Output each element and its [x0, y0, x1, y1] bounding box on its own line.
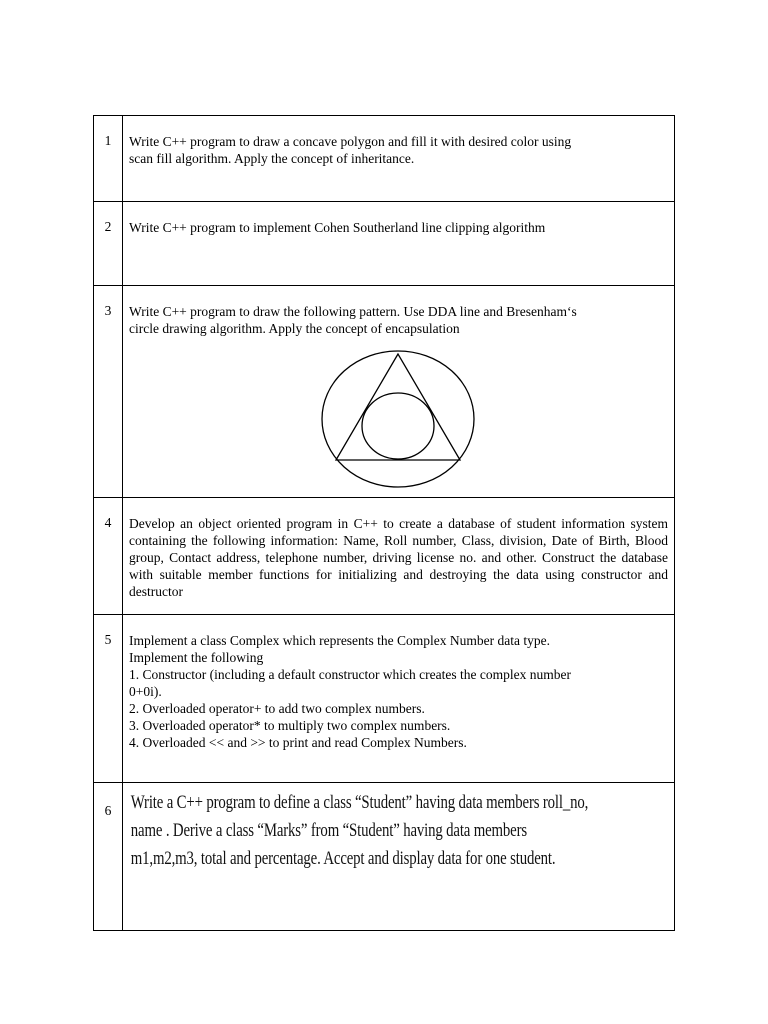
circle-triangle-pattern: [123, 341, 675, 489]
table-row: [94, 498, 675, 615]
row-number: 5: [104, 632, 112, 647]
table-row: [94, 202, 675, 286]
triangle: [336, 354, 460, 460]
text-line: 3. Overloaded operator* to multiply two complex numbers.: [129, 718, 451, 733]
text-line: 4. Overloaded << and >> to print and read Complex Numbers.: [129, 735, 467, 750]
row-number: 4: [104, 515, 112, 530]
row-description-cell: [123, 116, 675, 202]
row-description-cell: [123, 286, 675, 498]
row-description-cell: [123, 783, 675, 931]
text-line: Write C++ program to implement Cohen Southerland line clipping algorithm: [129, 220, 546, 235]
row-description: [123, 116, 674, 167]
table-row: [94, 286, 675, 498]
outer-circle: [322, 351, 474, 487]
table-row: [94, 783, 675, 931]
table-row: [94, 615, 675, 783]
row-number: 1: [104, 133, 112, 148]
row-number-cell: [94, 286, 123, 498]
text-line: m1,m2,m3, total and percentage. Accept and display data for one student.: [130, 848, 556, 869]
scanned-text-image: [123, 783, 674, 873]
text-line: circle drawing algorithm. Apply the concept of encapsulation: [129, 321, 460, 336]
text-line: 1. Constructor (including a default constructor which creates the complex number: [129, 667, 571, 682]
row-number-cell: [94, 116, 123, 202]
text-line: Write a C++ program to define a class “Student” having data members roll_no,: [130, 792, 589, 813]
row-description-cell: [123, 615, 675, 783]
row-description: Develop an object oriented program in C++ to create a database of student information system containing the following information: Name, Roll number, Class, division, Date of Birth, Blood group, Contact address, telephone number, driving license no. and other. Construct the database with suitable member functions for initializing and destroying the data using constructor and destructor: [129, 516, 668, 599]
row-number: 3: [104, 303, 112, 318]
row-description: [123, 286, 674, 337]
row-number-cell: [94, 783, 123, 931]
row-description-cell: [123, 202, 675, 286]
text-line: Implement a class Complex which represents the Complex Number data type.: [129, 633, 551, 648]
text-line: scan fill algorithm. Apply the concept of inheritance.: [129, 151, 415, 166]
row-number: 2: [104, 219, 112, 234]
assignment-table: [93, 115, 675, 931]
row-description: [123, 615, 674, 751]
table-row: [94, 116, 675, 202]
inner-circle: [362, 393, 434, 459]
text-line: Write C++ program to draw the following pattern. Use DDA line and Bresenham‘s: [129, 304, 577, 319]
row-number: 6: [104, 803, 112, 818]
row-description-cell: [123, 498, 675, 615]
row-description: [123, 202, 674, 236]
row-number-cell: [94, 615, 123, 783]
row-number-cell: [94, 202, 123, 286]
text-line: Implement the following: [129, 650, 264, 665]
row-number-cell: [94, 498, 123, 615]
text-line: name . Derive a class “Marks” from “Student” having data members: [130, 820, 527, 841]
text-line: 0+0i).: [129, 684, 162, 699]
text-line: 2. Overloaded operator+ to add two complex numbers.: [129, 701, 425, 716]
scanned-text: [123, 783, 674, 873]
text-line: Write C++ program to draw a concave polygon and fill it with desired color using: [129, 134, 572, 149]
